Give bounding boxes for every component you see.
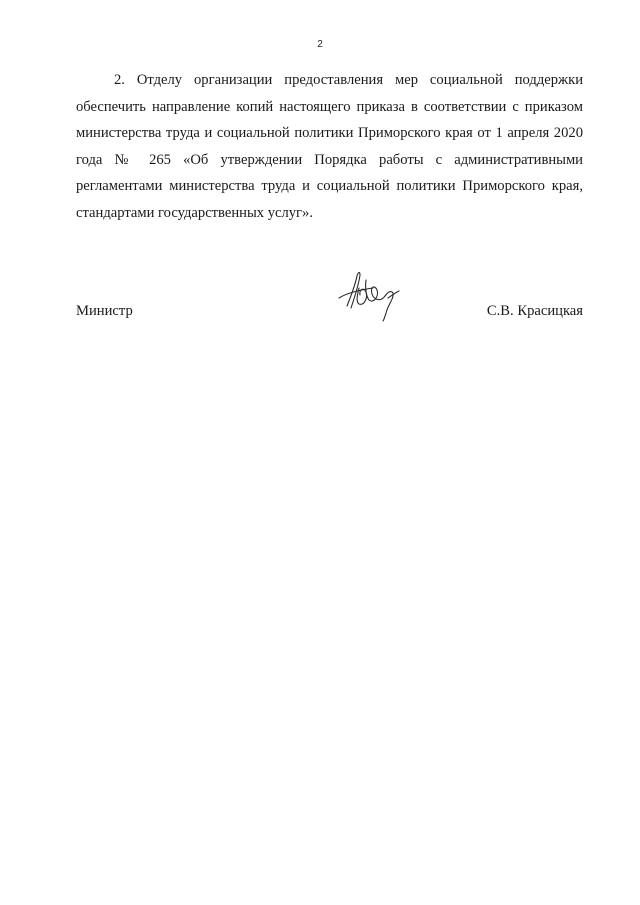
signature-block [76, 300, 583, 322]
page-number: 2 [317, 39, 323, 50]
signatory-name: С.В. Красицкая [486, 303, 583, 319]
body-paragraph: 2. Отделу организации предоставления мер социальной поддержки обеспечить направление копий настоящего приказа в соответствии с приказом министерства труда и социальной политики Приморского края от 1 апреля 2020 года № 265 «Об утверждении Порядка работы с административными регламентами министерства труда и социальной политики Приморского края, стандартами государственных услуг». [76, 72, 583, 221]
handwritten-signature-icon [333, 266, 405, 324]
signatory-position: Министр [76, 303, 133, 319]
